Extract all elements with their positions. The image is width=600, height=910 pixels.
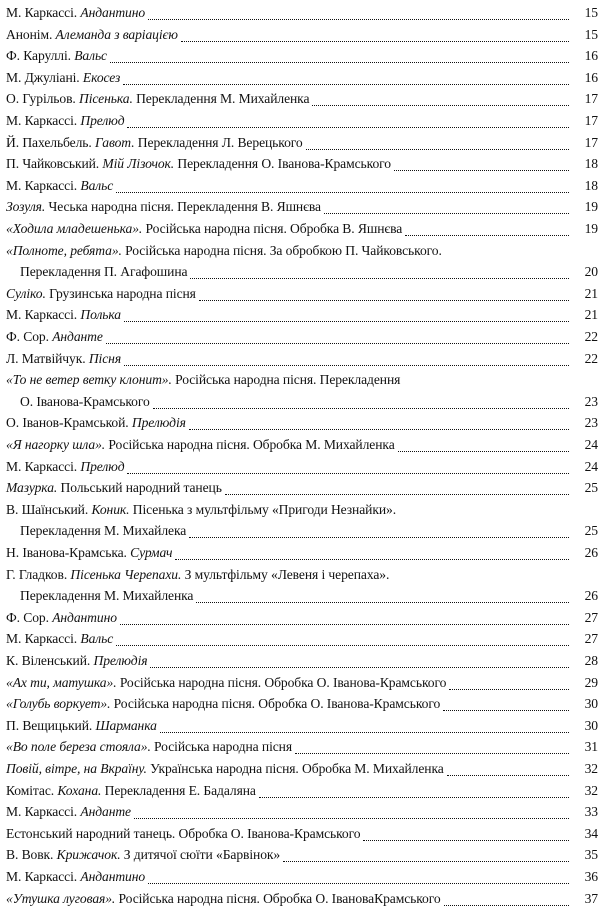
- toc-page-number: 30: [584, 717, 598, 733]
- toc-entry: [6, 412, 598, 434]
- dot-leader: [123, 83, 569, 85]
- toc-entry-prefix: М. Каркассі.: [6, 177, 81, 193]
- toc-page-number: 19: [584, 199, 598, 215]
- toc-entry-prefix: Анонім.: [6, 26, 56, 42]
- toc-entry-prefix: М. Каркассі.: [6, 804, 81, 820]
- dot-leader: [196, 601, 569, 603]
- toc-entry-continuation: [20, 520, 598, 542]
- toc-entry-text: [6, 869, 145, 888]
- toc-entry: [6, 628, 598, 650]
- toc-entry-suffix: Російська народна пісня: [150, 739, 293, 755]
- toc-entry: [6, 715, 598, 737]
- toc-entry-prefix: О. Гурільов.: [6, 91, 80, 107]
- toc-entry: [6, 153, 598, 175]
- toc-page-number: 32: [584, 782, 598, 798]
- toc-entry: [6, 2, 598, 24]
- toc-entry-text: [6, 783, 256, 802]
- dot-leader: [225, 493, 569, 495]
- toc-entry-text: [6, 459, 124, 478]
- toc-entry-suffix: Українська народна пісня. Обробка М. Михайленка: [146, 761, 444, 776]
- toc-entry-title: «Голубь воркует».: [6, 696, 111, 712]
- toc-entry-title: Прелюд: [80, 458, 125, 474]
- toc-entry-prefix: В. Вовк.: [6, 847, 57, 863]
- toc-entry: [6, 477, 598, 499]
- toc-entry-title: Вальс: [80, 177, 114, 193]
- toc-entry-text: [6, 437, 395, 456]
- toc-entry-prefix: М. Каркассі.: [6, 458, 81, 474]
- toc-entry-text: [6, 610, 117, 629]
- toc-entry-title: Сурмач: [130, 545, 173, 560]
- toc-entry-title: «Я нагорку шла».: [6, 437, 106, 452]
- toc-entry-text: [6, 891, 441, 910]
- toc-entry-title: «Утушка луговая».: [6, 890, 116, 906]
- toc-entry-suffix: Чеська народна пісня. Перекладення В. Яшнєва: [45, 199, 321, 215]
- toc-entry-prefix: П. Чайковський.: [6, 156, 103, 172]
- toc-entry-title: «Ходила младешенька».: [6, 221, 143, 236]
- toc-entry: [6, 499, 598, 521]
- toc-entry: [6, 369, 598, 391]
- toc-entry-title: Алеманда з варіацією: [55, 26, 178, 42]
- dot-leader: [445, 257, 569, 258]
- dot-leader: [124, 364, 569, 366]
- toc-entry-text: [6, 372, 400, 391]
- toc-entry-text: [6, 113, 124, 132]
- toc-entry-prefix: Перекладення М. Михайлека: [20, 523, 187, 539]
- toc-entry-text: [6, 286, 196, 305]
- dot-leader: [449, 688, 569, 690]
- toc-entry: [6, 888, 598, 910]
- toc-entry-text: [6, 545, 172, 564]
- toc-page-number: 22: [584, 329, 598, 344]
- toc-entry-prefix: М. Каркассі.: [6, 5, 81, 20]
- toc-entry-prefix: О. Іванова-Крамського: [20, 393, 150, 409]
- toc-entry: [6, 542, 598, 564]
- toc-entry: [6, 348, 598, 370]
- toc-entry: [6, 650, 598, 672]
- toc-entry-title: Андантино: [80, 869, 146, 884]
- toc-entry-prefix: Ф. Сор.: [6, 609, 53, 625]
- toc-entry-text: [6, 351, 121, 370]
- toc-entry-prefix: М. Джуліані.: [6, 69, 83, 85]
- toc-entry: [6, 758, 598, 780]
- toc-entry-text: [6, 502, 396, 521]
- toc-page-number: 28: [584, 653, 598, 668]
- dot-leader: [116, 191, 569, 193]
- toc-entry-prefix: Ф. Сор.: [6, 329, 53, 344]
- toc-page-number: 30: [584, 696, 598, 712]
- toc-entry-title: Прелюдія: [131, 415, 186, 431]
- toc-entry-prefix: Г. Гладков.: [6, 566, 71, 582]
- toc-entry: [6, 823, 598, 845]
- toc-entry-prefix: Перекладення П. Агафошина: [20, 264, 188, 280]
- dot-leader: [392, 581, 569, 582]
- toc-entry-text: [6, 631, 113, 650]
- toc-entry: [6, 240, 598, 262]
- dot-leader: [150, 666, 569, 668]
- toc-entry: [6, 801, 598, 823]
- dot-leader: [283, 860, 569, 862]
- toc-entry-title: Коник.: [91, 501, 130, 517]
- toc-page-number: 21: [584, 307, 598, 323]
- toc-entry: [6, 844, 598, 866]
- toc-entry-prefix: О. Іванов-Крамськой.: [6, 415, 132, 431]
- toc-entry-text: [6, 480, 222, 499]
- toc-entry-title: «То не ветер ветку клонит».: [6, 372, 172, 388]
- toc-entry-prefix: Перекладення М. Михайленка: [20, 588, 194, 604]
- toc-entry-prefix: В. Шаїнський.: [6, 501, 92, 517]
- toc-entry-title: Анданте: [52, 329, 103, 344]
- toc-entry-text: [6, 178, 113, 197]
- dot-leader: [175, 558, 569, 560]
- dot-leader: [324, 212, 569, 214]
- toc-entry-title: Вальс: [80, 631, 114, 647]
- toc-entry-prefix: П. Вещицький.: [6, 717, 96, 733]
- toc-entry: [6, 326, 598, 348]
- toc-entry-text: [6, 847, 280, 866]
- toc-entry-suffix: Перекладення М. Михайленка: [132, 91, 310, 107]
- toc-page-number: 26: [584, 588, 598, 604]
- toc-entry-suffix: Перекладення Е. Бадаляна: [101, 782, 256, 798]
- toc-entry-prefix: М. Каркассі.: [6, 869, 81, 884]
- toc-entry-prefix: М. Каркассі.: [6, 307, 81, 323]
- toc-entry-text: [6, 307, 121, 326]
- toc-entry-title: Повій, вітре, на Вкраїну.: [6, 761, 147, 776]
- toc-page-number: 26: [584, 545, 598, 560]
- toc-entry: [6, 866, 598, 888]
- toc-entry: [6, 88, 598, 110]
- toc-entry-title: «Полноте, ребята».: [6, 242, 122, 258]
- dot-leader: [312, 104, 569, 106]
- toc-entry-text: [20, 264, 187, 283]
- dot-leader: [153, 407, 569, 409]
- toc-entry-title: Кохана.: [57, 782, 102, 798]
- toc-page-number: 17: [584, 113, 598, 128]
- toc-entry-prefix: М. Каркассі.: [6, 631, 81, 647]
- dot-leader: [394, 169, 569, 171]
- toc-entry-text: [6, 243, 442, 262]
- toc-entry-title: «Во поле береза стояла».: [6, 739, 151, 755]
- toc-entry-text: [6, 199, 321, 218]
- toc-entry-suffix: Російська народна пісня. За обробкою П. Чайковського.: [121, 242, 442, 258]
- toc-page-number: 15: [584, 26, 598, 42]
- toc-entry-text: [6, 739, 292, 758]
- toc-entry-title: Андантино: [80, 5, 146, 20]
- dot-leader: [363, 839, 569, 841]
- toc-entry: [6, 304, 598, 326]
- toc-entry-text: [6, 70, 120, 89]
- toc-page-number: 18: [584, 156, 598, 172]
- toc-entry-prefix: Н. Іванова-Крамська.: [6, 545, 131, 560]
- toc-entry-suffix: Російська народна пісня. Перекладення: [171, 372, 401, 388]
- toc-entry-title: Пісня: [88, 350, 122, 366]
- toc-entry-title: Пісенька.: [79, 91, 133, 107]
- toc-entry-text: [6, 221, 402, 240]
- toc-entry: [6, 456, 598, 478]
- dot-leader: [444, 904, 569, 906]
- toc-page-number: 35: [584, 847, 598, 863]
- toc-entry: [6, 283, 598, 305]
- toc-entry-prefix: К. Віленський.: [6, 653, 94, 668]
- toc-entry-title: Полька: [80, 307, 121, 323]
- toc-entry-prefix: Й. Пахельбель.: [6, 134, 95, 150]
- toc-entry-suffix: Грузинська народна пісня: [45, 285, 196, 301]
- toc-entry-text: [6, 5, 145, 24]
- toc-page-number: 23: [584, 415, 598, 431]
- dot-leader: [124, 320, 569, 322]
- toc-entry: [6, 434, 598, 456]
- toc-entry: [6, 175, 598, 197]
- dot-leader: [189, 536, 569, 538]
- toc-entry-text: [6, 761, 444, 780]
- toc-entry-continuation: [20, 261, 598, 283]
- toc-entry: [6, 736, 598, 758]
- toc-entry-text: [6, 27, 178, 46]
- toc-entry-title: Гавот.: [95, 134, 135, 150]
- toc-page-number: 29: [584, 674, 598, 690]
- toc-entry-text: [6, 804, 131, 823]
- toc-entry-text: [6, 696, 440, 715]
- toc-page-number: 19: [584, 221, 598, 236]
- toc-entry-text: [6, 48, 107, 67]
- toc-entry: [6, 132, 598, 154]
- toc-entry-title: Андантино: [52, 609, 117, 625]
- toc-entry: [6, 780, 598, 802]
- dot-leader: [398, 450, 569, 452]
- toc-page-number: 27: [584, 631, 598, 647]
- toc-entry-suffix: Російська народна пісня. Обробка М. Михайленка: [105, 437, 395, 452]
- toc-page-number: 20: [584, 264, 598, 280]
- toc-entry-text: [6, 91, 309, 110]
- toc-page-number: 17: [584, 134, 598, 150]
- toc-page-number: 21: [584, 285, 598, 301]
- toc-page-number: 23: [584, 393, 598, 409]
- dot-leader: [443, 709, 569, 711]
- toc-page-number: 22: [584, 350, 598, 366]
- toc-entry-title: Екосез: [82, 69, 121, 85]
- toc-page-number: 36: [584, 869, 598, 884]
- toc-entry-suffix: Російська народна пісня. Обробка В. Яшнєва: [142, 221, 403, 236]
- dot-leader: [403, 386, 569, 387]
- toc-entry-title: Пісенька Черепахи.: [70, 566, 182, 582]
- toc-entry-text: [6, 718, 157, 737]
- toc-page-number: 15: [584, 5, 598, 20]
- dot-leader: [306, 148, 569, 150]
- toc-entry-title: Прелюд: [80, 113, 125, 128]
- dot-leader: [295, 752, 569, 754]
- dot-leader: [148, 882, 569, 884]
- toc-entry: [6, 564, 598, 586]
- toc-entry-title: «Ах ти, матушка».: [6, 674, 117, 690]
- toc-entry-suffix: Російська народна пісня. Обробка О. ІвановаКрамського: [115, 890, 441, 906]
- toc-entry: [6, 693, 598, 715]
- dot-leader: [199, 299, 569, 301]
- dot-leader: [405, 234, 569, 236]
- toc-page-number: 33: [584, 804, 598, 820]
- toc-entry-text: [20, 394, 150, 413]
- toc-entry-title: Шарманка: [95, 717, 157, 733]
- toc-entry-text: [6, 826, 360, 845]
- toc-entry-title: Мій Лізочок.: [102, 156, 175, 172]
- toc-entry: [6, 218, 598, 240]
- dot-leader: [399, 516, 569, 517]
- toc-entry-prefix: М. Каркассі.: [6, 113, 81, 128]
- toc-entry: [6, 67, 598, 89]
- toc-page-number: 34: [584, 825, 598, 841]
- toc-entry-text: [20, 523, 186, 542]
- toc-entry-title: Анданте: [80, 804, 131, 820]
- toc-entry-suffix: Російська народна пісня. Обробка О. Іванова-Крамського: [116, 674, 447, 690]
- dot-leader: [259, 796, 569, 798]
- toc-entry-title: Прелюдія: [93, 653, 148, 668]
- toc-entry: [6, 24, 598, 46]
- toc-entry: [6, 607, 598, 629]
- toc-page-number: 24: [584, 458, 598, 474]
- toc-page-number: 16: [584, 69, 598, 85]
- toc-entry-prefix: Л. Матвійчук.: [6, 350, 89, 366]
- dot-leader: [110, 61, 569, 63]
- dot-leader: [134, 817, 569, 819]
- toc-entry-prefix: Ф. Каруллі.: [6, 48, 75, 64]
- dot-leader: [148, 18, 569, 20]
- toc-entry-suffix: З мультфільму «Левеня і черепаха».: [181, 566, 390, 582]
- toc-entry-continuation: [20, 391, 598, 413]
- toc-entry-suffix: Російська народна пісня. Обробка О. Іванова-Крамського: [110, 696, 441, 712]
- toc-entry-prefix: Комітас.: [6, 782, 58, 798]
- toc-entry-suffix: Перекладення О. Іванова-Крамського: [174, 156, 391, 172]
- toc-entry-prefix: Естонський народний танець. Обробка О. Іванова-Крамського: [6, 825, 361, 841]
- toc-page-number: 18: [584, 177, 598, 193]
- toc-entry-title: Суліко.: [6, 285, 46, 301]
- toc-page-number: 16: [584, 48, 598, 64]
- toc-entry-title: Зозуля.: [6, 199, 46, 215]
- dot-leader: [120, 623, 569, 625]
- toc-page-number: 27: [584, 609, 598, 625]
- dot-leader: [127, 126, 569, 128]
- dot-leader: [190, 277, 569, 279]
- toc-entry-text: [6, 415, 186, 434]
- toc-page-number: 25: [584, 523, 598, 539]
- toc-entry-text: [6, 329, 103, 348]
- toc-page-number: 17: [584, 91, 598, 107]
- toc-entry-text: [6, 135, 303, 154]
- toc-entry-continuation: [20, 585, 598, 607]
- dot-leader: [189, 428, 569, 430]
- toc-page-number: 32: [584, 761, 598, 776]
- toc-entry-title: Крижачок.: [56, 847, 121, 863]
- toc-entry-suffix: З дитячої сюїти «Барвінок»: [120, 847, 281, 863]
- dot-leader: [106, 342, 569, 344]
- dot-leader: [160, 731, 569, 733]
- dot-leader: [127, 472, 569, 474]
- toc-page-number: 25: [584, 480, 598, 496]
- toc-entry-text: [20, 588, 193, 607]
- dot-leader: [447, 774, 569, 776]
- toc-entry-title: Мазурка.: [6, 480, 58, 496]
- toc-entry: [6, 672, 598, 694]
- dot-leader: [116, 644, 569, 646]
- toc-entry-suffix: Перекладення Л. Верецького: [134, 134, 303, 150]
- toc-entry-text: [6, 567, 389, 586]
- toc-page-number: 37: [584, 890, 598, 906]
- toc-entry-suffix: Пісенька з мультфільму «Пригоди Незнайки».: [129, 501, 397, 517]
- toc-page-number: 24: [584, 437, 598, 452]
- toc-entry-text: [6, 653, 147, 672]
- toc-entry-suffix: Польський народний танець: [57, 480, 222, 496]
- toc-page-number: 31: [584, 739, 598, 755]
- toc-entry: [6, 45, 598, 67]
- toc-entry: [6, 196, 598, 218]
- toc-entry-title: Вальс: [74, 48, 107, 64]
- dot-leader: [181, 40, 569, 42]
- toc-entry: [6, 110, 598, 132]
- toc-entry-text: [6, 156, 391, 175]
- toc-entry-text: [6, 675, 446, 694]
